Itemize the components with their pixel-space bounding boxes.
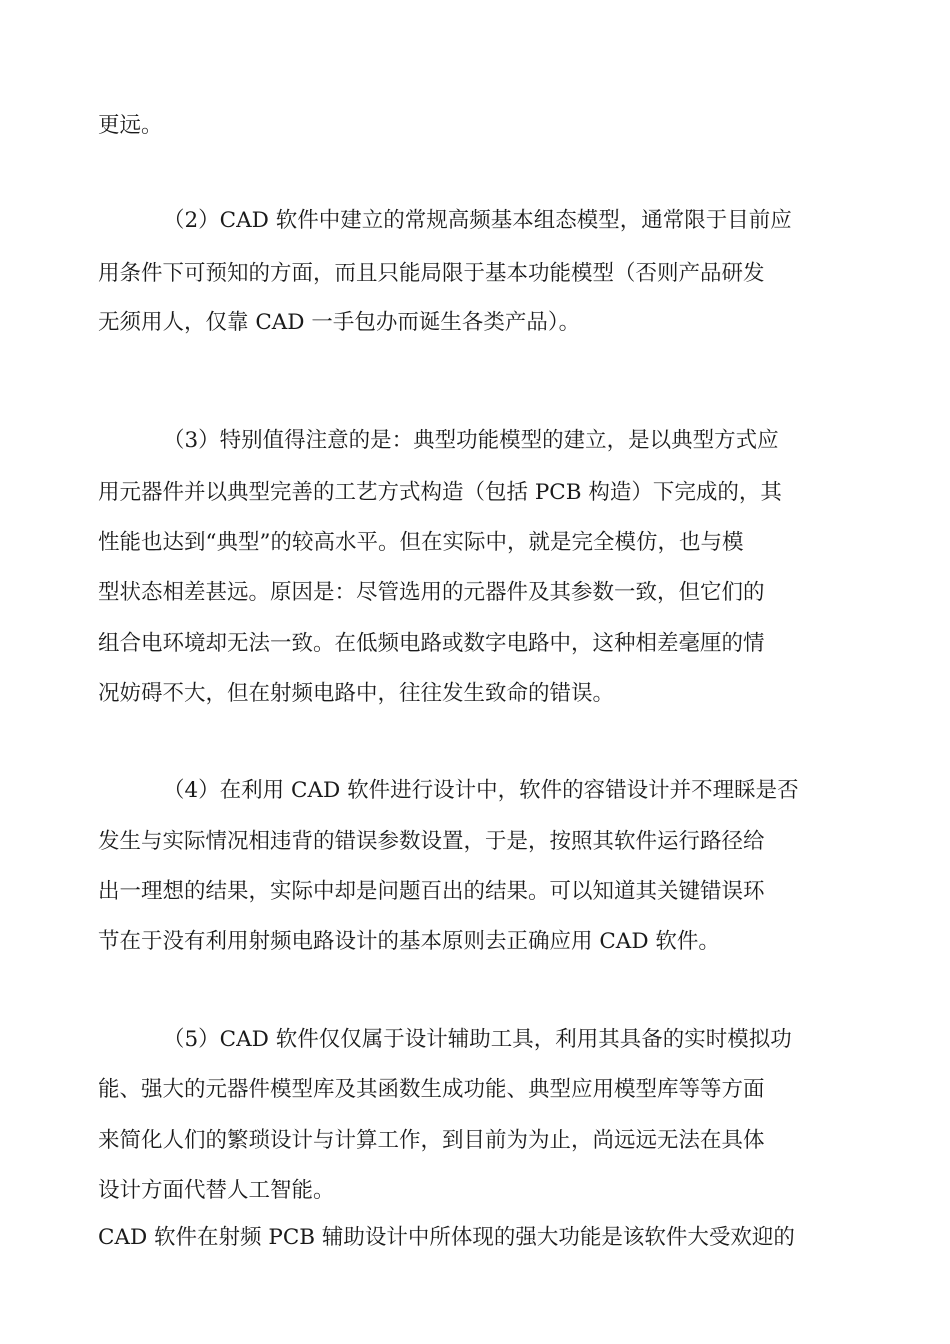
paragraph-4-line-3: 出一理想的结果，实际中却是问题百出的结果。可以知道其关键错误环 [98,879,765,904]
paragraph-2-line-1: （2）CAD 软件中建立的常规高频基本组态模型，通常限于目前应 [163,208,792,233]
paragraph-2-line-3: 无须用人，仅靠 CAD 一手包办而诞生各类产品）。 [98,310,581,335]
paragraph-4-line-2: 发生与实际情况相违背的错误参数设置，于是，按照其软件运行路径给 [98,829,765,854]
paragraph-6-line-1: CAD 软件在射频 PCB 辅助设计中所体现的强大功能是该软件大受欢迎的 [98,1225,795,1250]
paragraph-3-line-5: 组合电环境却无法一致。在低频电路或数字电路中，这种相差毫厘的情 [98,631,765,656]
paragraph-5-line-1: （5）CAD 软件仅仅属于设计辅助工具，利用其具备的实时模拟功 [163,1027,792,1052]
paragraph-3-line-6: 况妨碍不大，但在射频电路中，往往发生致命的错误。 [98,681,615,706]
paragraph-3-line-4: 型状态相差甚远。原因是：尽管选用的元器件及其参数一致，但它们的 [98,580,765,605]
paragraph-4-line-1: （4）在利用 CAD 软件进行设计中，软件的容错设计并不理睬是否 [163,778,799,803]
paragraph-3-line-3: 性能也达到“典型”的较高水平。但在实际中，就是完全模仿，也与模 [98,530,744,555]
paragraph-3-line-2: 用元器件并以典型完善的工艺方式构造（包括 PCB 构造）下完成的，其 [98,480,782,505]
paragraph-5-line-4: 设计方面代替人工智能。 [98,1178,335,1203]
paragraph-1-line-1: 更远。 [98,113,163,138]
paragraph-5-line-3: 来简化人们的繁琐设计与计算工作，到目前为为止，尚远远无法在具体 [98,1128,765,1153]
paragraph-4-line-4: 节在于没有利用射频电路设计的基本原则去正确应用 CAD 软件。 [98,929,720,954]
paragraph-5-line-2: 能、强大的元器件模型库及其函数生成功能、典型应用模型库等等方面 [98,1077,765,1102]
paragraph-3-line-1: （3）特别值得注意的是：典型功能模型的建立，是以典型方式应 [163,428,779,453]
paragraph-2-line-2: 用条件下可预知的方面，而且只能局限于基本功能模型（否则产品研发 [98,261,765,286]
